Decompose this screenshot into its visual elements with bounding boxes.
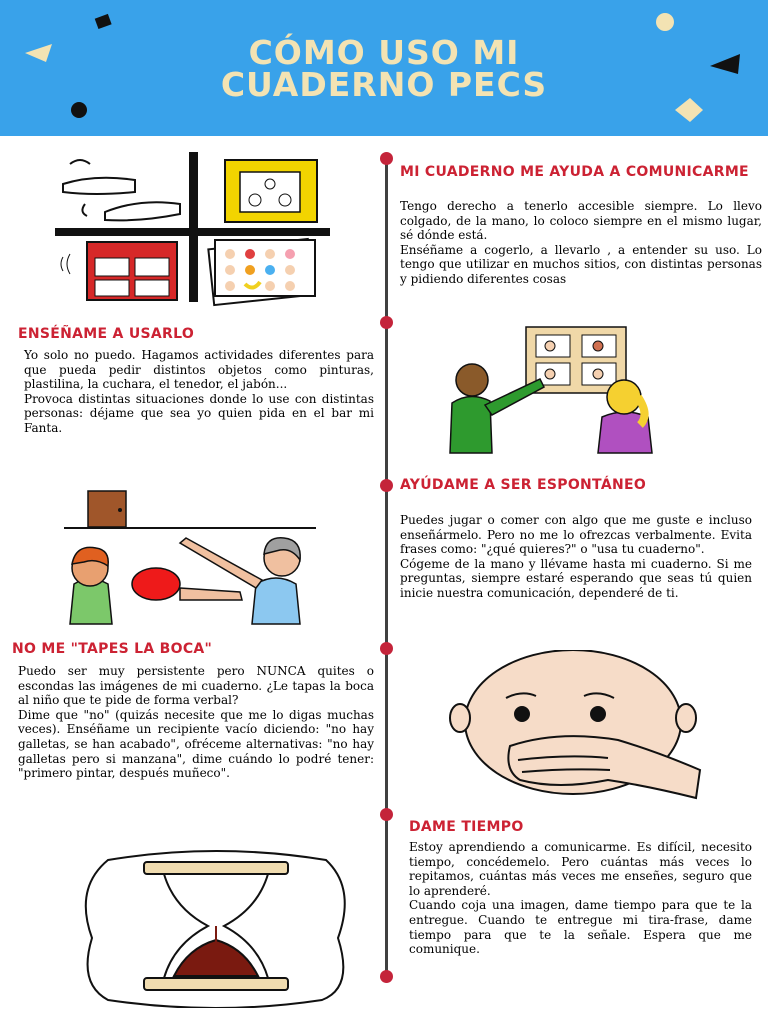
man-icon <box>180 538 300 624</box>
timeline-line <box>385 158 388 978</box>
divider-horizontal <box>55 228 330 236</box>
section-text <box>18 664 374 781</box>
title-line: CÓMO USO MI <box>248 33 520 72</box>
covered-mouth-illustration <box>448 650 708 810</box>
device-icon <box>61 242 177 300</box>
section-heading: DAME TIEMPO <box>409 819 524 835</box>
request-illustration <box>60 488 320 628</box>
paragraph: Puedes jugar o comer con algo que me guste e incluso enseñármelo. Pero no me lo ofrezcas verbalmente. Evita frases como: "¿qué quieres?" o "usa tu cuaderno". <box>400 513 752 557</box>
book-icon <box>225 160 317 222</box>
divider-vertical <box>189 152 198 302</box>
section-text <box>24 348 374 436</box>
title-line: CUADERNO PECS <box>220 65 548 104</box>
section-text <box>400 513 752 601</box>
paragraph: Estoy aprendiendo a comunicarme. Es difícil, necesito tiempo, concédemelo. Pero cuántas más veces lo repitamos, cuántas más veces me enseñes, seguro que lo aprenderé. <box>409 840 752 898</box>
paragraph: Puedo ser muy persistente pero NUNCA quites o escondas las imágenes de mi cuaderno. ¿Le tapas la boca al niño que te pide de forma verbal? <box>18 664 374 708</box>
diamond-shape <box>95 14 112 29</box>
paragraph: Provoca distintas situaciones donde lo use con distintas personas: déjame que sea yo quien pida en el bar mi Fanta. <box>24 391 374 435</box>
section-text <box>409 840 752 957</box>
timeline-dot <box>380 316 393 329</box>
timeline-dot <box>380 808 393 821</box>
section-heading: ENSÉÑAME A USARLO <box>18 326 195 342</box>
section-text <box>400 199 762 287</box>
header-banner <box>0 0 768 136</box>
paragraph: Dime que "no" (quizás necesite que me lo digas muchas veces). Enséñame un recipiente vacío diciendo: "no hay galletas, se han acabado", ofréceme alternativas: "no hay galletas pero si manzana", dime cuándo lo podré tener: "primero pintar, después muñeco". <box>18 707 374 781</box>
hourglass-illustration <box>78 848 354 1008</box>
timeline-dot <box>380 152 393 165</box>
paragraph: Cuando coja una imagen, dame tiempo para que te la entregue. Cuando te entregue mi tira-frase, dame tiempo para que te la señale. Espera que me comunique. <box>409 898 752 957</box>
woman-icon <box>70 547 112 624</box>
hands-icon <box>63 160 180 220</box>
paragraph: Tengo derecho a tenerlo accesible siempre. Lo llevo colgado, de la mano, lo coloco siempre en el mismo lugar, sé dónde está. <box>400 199 762 243</box>
circle-shape <box>656 13 674 31</box>
timeline-dot <box>380 642 393 655</box>
timeline-dot <box>380 970 393 983</box>
timeline-dot <box>380 479 393 492</box>
circle-shape <box>71 102 87 118</box>
plate-icon <box>132 568 180 600</box>
cards-icon <box>208 239 315 305</box>
paragraph: Yo solo no puedo. Hagamos actividades diferentes para que pueda pedir distintos objetos como pinturas, plastilina, la cuchara, el tenedor, el jabón... <box>24 348 374 392</box>
page-title <box>0 33 768 104</box>
paragraph: Enséñame a cogerlo, a llevarlo , a entender su uso. Lo tengo que utilizar en muchos sitios, con distintas personas y pidiendo diferentes cosas <box>400 242 762 286</box>
pecs-illustration <box>55 152 335 307</box>
paragraph: Cógeme de la mano y llévame hasta mi cuaderno. Si me preguntas, siempre estaré esperando que seas tú quien inicie nuestra comunicación, dependeré de ti. <box>400 556 752 600</box>
section-heading: NO ME "TAPES LA BOCA" <box>12 641 213 657</box>
section-heading: AYÚDAME A SER ESPONTÁNEO <box>400 477 647 493</box>
pointing-illustration <box>440 325 690 455</box>
section-heading: MI CUADERNO ME AYUDA A COMUNICARME <box>400 164 749 180</box>
diamond-shape <box>675 98 703 122</box>
